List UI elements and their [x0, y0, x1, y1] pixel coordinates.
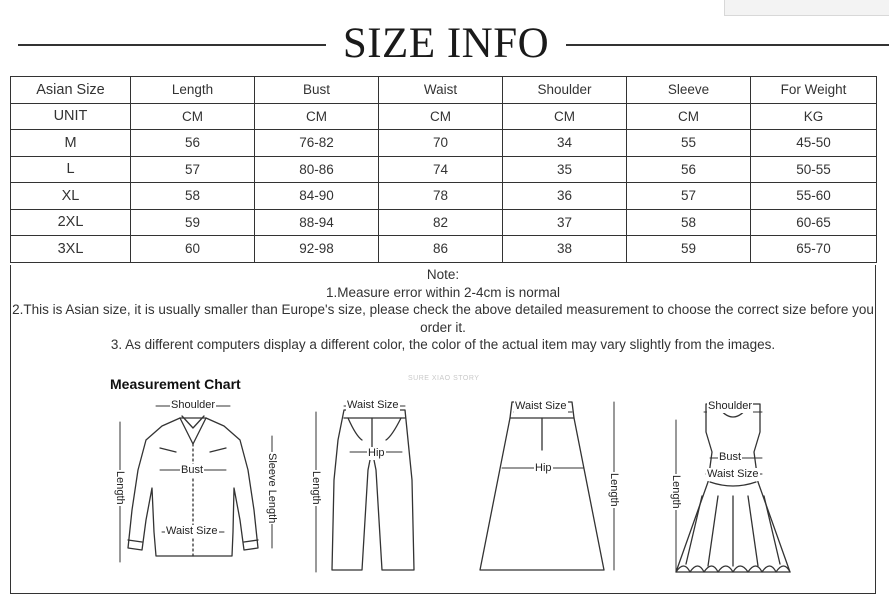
header-cell: Sleeve: [627, 77, 751, 104]
pants-hip-label: Hip: [368, 447, 385, 459]
table-cell: 60: [131, 236, 255, 263]
dress-shoulder-label: Shoulder: [708, 400, 753, 412]
shirt-sleeve-label: Sleeve Length: [266, 453, 278, 524]
dress-length-label: Length: [670, 475, 682, 509]
header-cell: Shoulder: [503, 77, 627, 104]
table-cell: 78: [379, 183, 503, 210]
unit-cell: CM: [379, 103, 503, 130]
header-cell: Length: [131, 77, 255, 104]
table-cell: 57: [627, 183, 751, 210]
table-cell: 60-65: [751, 209, 877, 236]
size-cell: 3XL: [11, 236, 131, 263]
shirt-shoulder-label: Shoulder: [171, 399, 216, 411]
page-title: SIZE INFO: [342, 20, 550, 67]
table-cell: 38: [503, 236, 627, 263]
dress-bust-label: Bust: [719, 451, 742, 463]
table-cell: 55: [627, 130, 751, 157]
table-cell: 80-86: [255, 156, 379, 183]
note-heading: Note:: [426, 267, 460, 282]
table-cell: 74: [379, 156, 503, 183]
unit-cell: CM: [255, 103, 379, 130]
table-cell: 59: [627, 236, 751, 263]
unit-cell: UNIT: [11, 103, 131, 130]
pants-drawing: [316, 406, 414, 572]
table-cell: 45-50: [751, 130, 877, 157]
table-cell: 36: [503, 183, 627, 210]
shirt-bust-label: Bust: [181, 464, 204, 476]
unit-cell: CM: [627, 103, 751, 130]
shirt-length-label: Length: [114, 471, 126, 505]
header-cell: Bust: [255, 77, 379, 104]
table-cell: 70: [379, 130, 503, 157]
table-cell: 84-90: [255, 183, 379, 210]
pants-length-label: Length: [310, 471, 322, 505]
skirt-drawing: [480, 402, 614, 570]
size-cell: L: [11, 156, 131, 183]
shirt-waist-label: Waist Size: [166, 525, 218, 537]
unit-cell: CM: [131, 103, 255, 130]
header-cell: Asian Size: [11, 77, 131, 104]
unit-cell: KG: [751, 103, 877, 130]
table-cell: 56: [627, 156, 751, 183]
skirt-length-label: Length: [608, 473, 620, 507]
note-line-1: 1.Measure error within 2-4cm is normal: [325, 284, 561, 300]
table-cell: 58: [627, 209, 751, 236]
table-cell: 92-98: [255, 236, 379, 263]
skirt-waist-label: Waist Size: [515, 400, 567, 412]
note-line-3: 3. As different computers display a different color, the color of the actual item may vary slightly from the images.: [110, 337, 776, 352]
watermark: SURE XIAO STORY: [408, 375, 480, 382]
table-cell: 57: [131, 156, 255, 183]
size-cell: XL: [11, 183, 131, 210]
shirt-drawing: [120, 406, 272, 562]
size-cell: M: [11, 130, 131, 157]
table-cell: 82: [379, 209, 503, 236]
table-cell: 86: [379, 236, 503, 263]
note-line-2: 2.This is Asian size, it is usually smaller than Europe's size, please check the above detailed measurement to choose the correct size before you order it.: [12, 302, 874, 335]
unit-cell: CM: [503, 103, 627, 130]
header-cell: Waist: [379, 77, 503, 104]
skirt-hip-label: Hip: [535, 462, 552, 474]
pants-waist-label: Waist Size: [347, 399, 399, 411]
table-cell: 88-94: [255, 209, 379, 236]
table-cell: 59: [131, 209, 255, 236]
dress-drawing: [676, 404, 790, 572]
header-cell: For Weight: [751, 77, 877, 104]
table-cell: 56: [131, 130, 255, 157]
dress-waist-label: Waist Size: [707, 468, 759, 480]
table-cell: 50-55: [751, 156, 877, 183]
measurement-chart-title: Measurement Chart: [110, 376, 241, 392]
table-cell: 58: [131, 183, 255, 210]
table-cell: 65-70: [751, 236, 877, 263]
table-cell: 35: [503, 156, 627, 183]
table-cell: 55-60: [751, 183, 877, 210]
table-cell: 34: [503, 130, 627, 157]
table-cell: 76-82: [255, 130, 379, 157]
table-cell: 37: [503, 209, 627, 236]
size-cell: 2XL: [11, 209, 131, 236]
